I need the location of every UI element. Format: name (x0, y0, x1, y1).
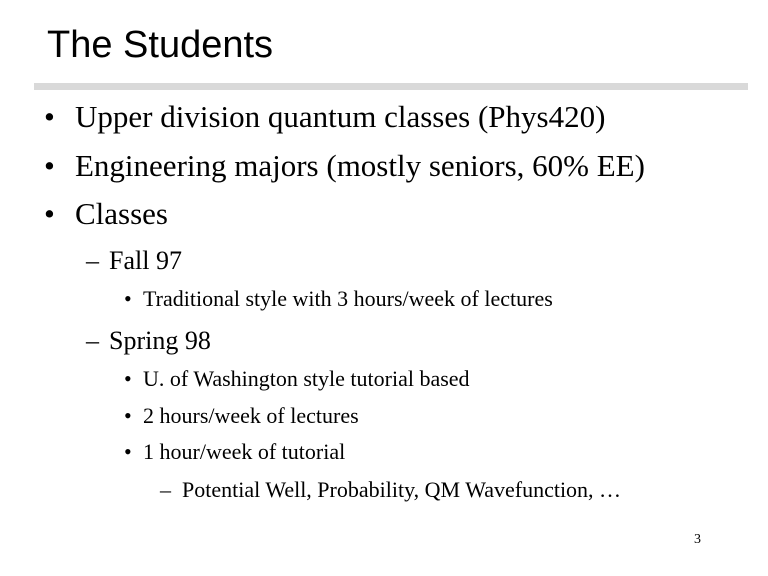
bullet-marker: • (44, 99, 55, 134)
page-number: 3 (694, 532, 701, 547)
title-divider (34, 83, 748, 90)
bullet-marker: • (124, 366, 132, 391)
detail-text: 1 hour/week of tutorial (143, 439, 346, 464)
sub-item-text: Fall 97 (109, 246, 182, 275)
bullet-text: Upper division quantum classes (Phys420) (75, 99, 606, 134)
bullet-marker: • (44, 148, 55, 183)
dash-marker: – (86, 246, 99, 275)
bullet-text: Engineering majors (mostly seniors, 60% EE) (75, 148, 645, 183)
detail-text: Traditional style with 3 hours/week of lectures (143, 286, 553, 311)
bullet-marker: • (124, 286, 132, 311)
slide-title: The Students (47, 24, 274, 66)
bullet-marker: • (124, 403, 132, 428)
dash-marker: – (86, 326, 99, 355)
sub-item-text: Spring 98 (109, 326, 211, 355)
detail-text: Potential Well, Probability, QM Wavefunction, … (182, 477, 622, 502)
bullet-marker: • (44, 196, 55, 231)
bullet-text: Classes (75, 196, 168, 231)
dash-marker: – (160, 477, 171, 502)
bullet-marker: • (124, 439, 132, 464)
detail-text: U. of Washington style tutorial based (143, 366, 470, 391)
detail-text: 2 hours/week of lectures (143, 403, 359, 428)
